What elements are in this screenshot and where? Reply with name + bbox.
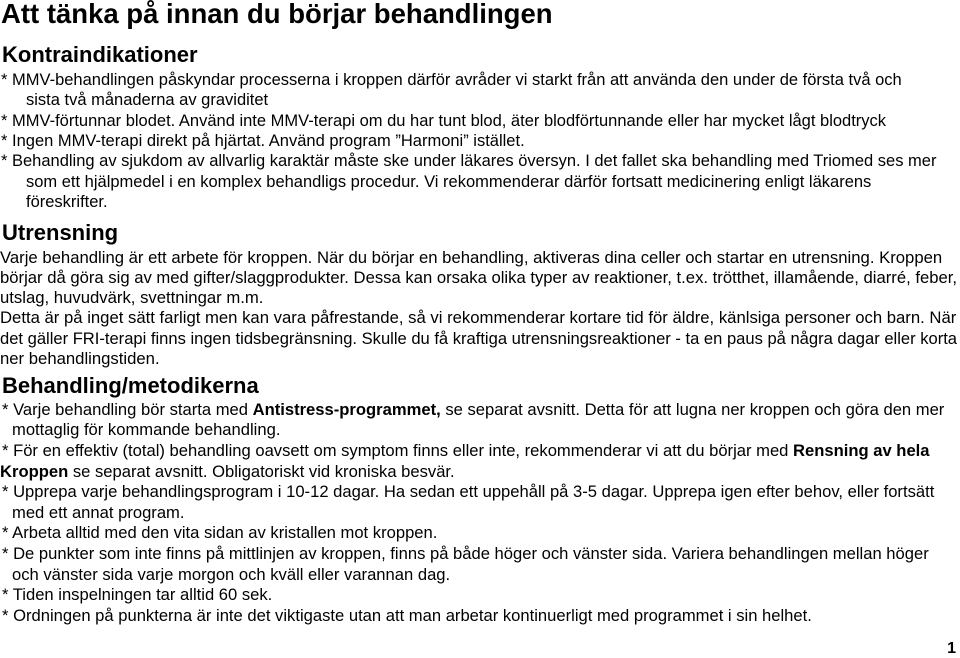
page-title: Att tänka på innan du börjar behandlingen <box>1 0 553 29</box>
text-line: börjar då göra sig av med gifter/slaggprodukter. Dessa kan orsaka olika typer av reaktioner, t.ex. trötthet, illamående, diarré, feber, <box>0 268 957 288</box>
text-line: * Ordningen på punkterna är inte det viktigaste utan att man arbetar kontinuerligt med programmet i sin helhet. <box>2 605 812 625</box>
text-line: utslag, huvudvärk, svettningar m.m. <box>0 288 264 308</box>
section-heading-utrensning: Utrensning <box>2 220 119 246</box>
text-line: som ett hjälpmedel i en komplex behandligs procedur. Vi rekommenderar därför fortsatt medicinering enligt läkarens <box>26 172 872 191</box>
section-heading-kontraindikationer: Kontraindikationer <box>2 42 198 67</box>
text-run: se separat avsnitt. Obligatoriskt vid kroniska besvär. <box>68 461 455 481</box>
section-body <box>0 248 960 369</box>
text-line: Varje behandling är ett arbete för kroppen. När du börjar en behandling, aktiveras dina celler och startar en utrensning. Kroppen <box>0 247 943 267</box>
text-line: * MMV-förtunnar blodet. Använd inte MMV-terapi om du har tunt blod, äter blodförtunnande eller har mycket lågt blodtryck <box>1 111 887 130</box>
text-line: mottaglig för kommande behandling. <box>12 420 281 440</box>
section-kontraindikationer <box>0 42 960 213</box>
text-line: * Upprepa varje behandlingsprogram i 10-12 dagar. Ha sedan ett uppehåll på 3-5 dagar. Upprepa igen efter behov, eller fortsätt <box>2 482 935 502</box>
text-line <box>0 462 455 483</box>
text-run: * Varje behandling bör starta med <box>2 399 253 419</box>
text-line: * Tiden inspelningen tar alltid 60 sek. <box>2 585 273 605</box>
text-line: ner behandlingstiden. <box>0 348 160 368</box>
page-number: 1 <box>947 640 956 657</box>
bold-text: Kroppen <box>0 461 69 481</box>
text-line: * Behandling av sjukdom av allvarlig karaktär måste ske under läkares översyn. I det fallet ska behandling med Triomed ses mer <box>1 152 937 171</box>
bold-text: Antistress-programmet, <box>252 399 441 419</box>
section-body <box>0 70 960 213</box>
text-line: * Arbeta alltid med den vita sidan av kristallen mot kroppen. <box>2 523 438 543</box>
text-line: * De punkter som inte finns på mittlinjen av kroppen, finns på både höger och vänster sida. Variera behandlingen mellan höger <box>2 544 929 563</box>
text-line: och vänster sida varje morgon och kväll eller varannan dag. <box>12 564 451 584</box>
text-line: sista två månaderna av graviditet <box>26 91 269 110</box>
bold-text: Rensning av hela <box>793 441 930 461</box>
text-line: Detta är på inget sätt farligt men kan vara påfrestande, så vi rekommenderar kortare tid för äldre, känlsiga personer och barn. När <box>0 308 957 328</box>
text-line: det gäller FRI-terapi finns ingen tidsbegränsning. Skulle du få kraftiga utrensningsreaktioner - ta en paus på några dagar eller korta <box>0 328 958 348</box>
text-line: * Ingen MMV-terapi direkt på hjärtat. Använd program ”Harmoni” istället. <box>1 132 525 151</box>
text-run: se separat avsnitt. Detta för att lugna ner kroppen och göra den mer <box>440 399 945 419</box>
section-body <box>0 400 960 627</box>
text-line: * MMV-behandlingen påskyndar processerna i kroppen därför avråder vi starkt från att använda den under de första två och <box>1 70 902 89</box>
text-run: * För en effektiv (total) behandling oavsett om symptom finns eller inte, rekommenderar vi att du börjar med <box>2 441 794 461</box>
text-line: föreskrifter. <box>26 193 108 212</box>
text-line <box>2 441 930 462</box>
text-line <box>2 400 944 421</box>
text-line: med ett annat program. <box>12 502 185 522</box>
section-behandling-metodikerna <box>0 373 960 626</box>
section-heading-behandling-metodikerna: Behandling/metodikerna <box>2 373 259 399</box>
section-utrensning <box>0 220 960 369</box>
